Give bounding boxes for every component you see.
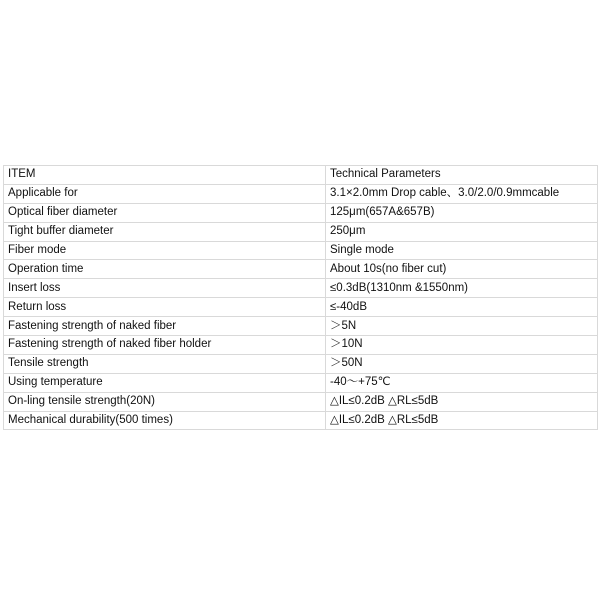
header-param: Technical Parameters bbox=[326, 166, 598, 185]
row-param: ＞50N bbox=[326, 354, 598, 373]
row-item: Optical fiber diameter bbox=[4, 203, 326, 222]
row-item: Tight buffer diameter bbox=[4, 222, 326, 241]
row-param: ＞10N bbox=[326, 336, 598, 355]
table-row bbox=[4, 203, 598, 222]
row-item: Tensile strength bbox=[4, 354, 326, 373]
row-param: 250μm bbox=[326, 222, 598, 241]
row-item: Fastening strength of naked fiber holder bbox=[4, 336, 326, 355]
row-param: △IL≤0.2dB △RL≤5dB bbox=[326, 411, 598, 430]
row-param: 3.1×2.0mm Drop cable、3.0/2.0/0.9mmcable bbox=[326, 184, 598, 203]
table-row bbox=[4, 392, 598, 411]
row-item: Insert loss bbox=[4, 279, 326, 298]
row-item: On-ling tensile strength(20N) bbox=[4, 392, 326, 411]
table-row bbox=[4, 279, 598, 298]
row-item: Applicable for bbox=[4, 184, 326, 203]
table-row bbox=[4, 222, 598, 241]
spec-table bbox=[3, 165, 598, 430]
table-row bbox=[4, 260, 598, 279]
row-item: Fastening strength of naked fiber bbox=[4, 317, 326, 336]
row-item: Fiber mode bbox=[4, 241, 326, 260]
table-row bbox=[4, 354, 598, 373]
row-item: Operation time bbox=[4, 260, 326, 279]
row-param: 125μm(657A&657B) bbox=[326, 203, 598, 222]
table-row bbox=[4, 336, 598, 355]
row-item: Return loss bbox=[4, 298, 326, 317]
row-param: -40～+75℃ bbox=[326, 373, 598, 392]
header-item: ITEM bbox=[4, 166, 326, 185]
table-row bbox=[4, 241, 598, 260]
row-param: △IL≤0.2dB △RL≤5dB bbox=[326, 392, 598, 411]
row-param: ＞5N bbox=[326, 317, 598, 336]
row-param: ≤-40dB bbox=[326, 298, 598, 317]
row-param: ≤0.3dB(1310nm &1550nm) bbox=[326, 279, 598, 298]
table-header-row bbox=[4, 166, 598, 185]
row-item: Mechanical durability(500 times) bbox=[4, 411, 326, 430]
row-param: Single mode bbox=[326, 241, 598, 260]
row-item: Using temperature bbox=[4, 373, 326, 392]
table-row bbox=[4, 317, 598, 336]
table-row bbox=[4, 184, 598, 203]
table-row bbox=[4, 298, 598, 317]
table-row bbox=[4, 373, 598, 392]
table-row bbox=[4, 411, 598, 430]
row-param: About 10s(no fiber cut) bbox=[326, 260, 598, 279]
